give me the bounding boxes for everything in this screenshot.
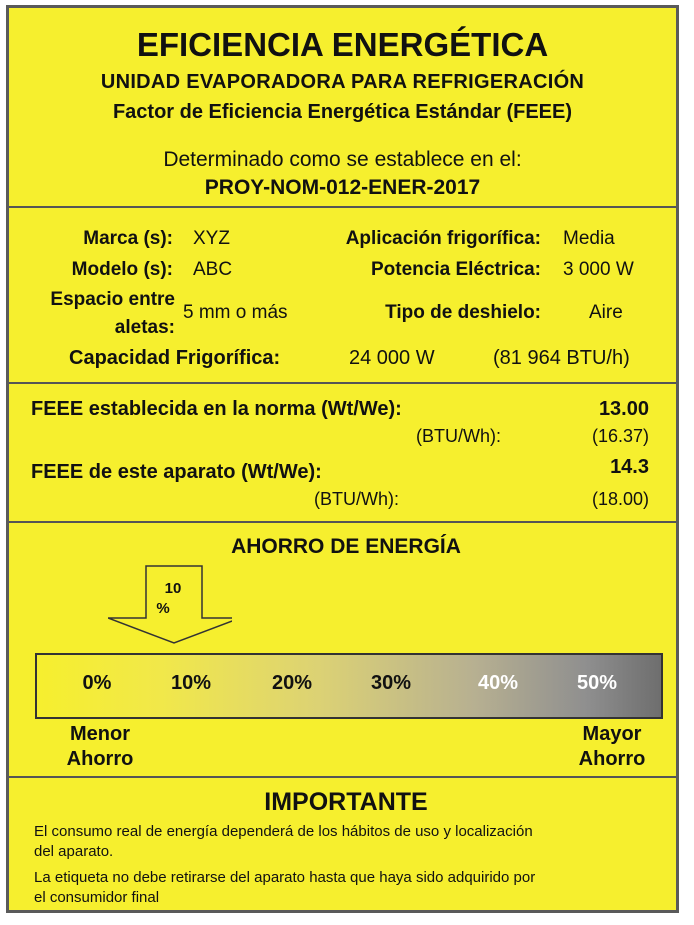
energy-label (6, 5, 679, 913)
divider (9, 206, 676, 208)
label-subtitle-feee: Factor de Eficiencia Energética Estándar (FEEE) (112, 101, 573, 123)
important-paragraph1-line2: del aparato. (34, 843, 114, 860)
scale-label-50: 50% (576, 672, 618, 694)
espacio-label-line2: aletas: (114, 317, 175, 338)
important-paragraph2-line2: el consumidor final (34, 889, 160, 906)
scale-label-40: 40% (477, 672, 519, 694)
max-label-line1: Mayor (582, 723, 642, 745)
savings-scale-bar (35, 653, 663, 719)
deshielo-value: Aire (589, 302, 623, 323)
max-label-line2: Ahorro (578, 748, 646, 770)
min-label-line2: Ahorro (66, 748, 134, 770)
potencia-value: 3 000 W (563, 259, 634, 280)
label-subtitle-unit: UNIDAD EVAPORADORA PARA REFRIGERACIÓN (100, 71, 585, 93)
deshielo-label: Tipo de deshielo: (385, 302, 541, 323)
aplicacion-label: Aplicación frigorífica: (345, 228, 541, 249)
modelo-value: ABC (193, 259, 233, 280)
modelo-label: Modelo (s): (71, 259, 173, 280)
savings-title: AHORRO DE ENERGÍA (231, 535, 461, 558)
feee-aparato-unit: (BTU/Wh): (314, 489, 399, 509)
feee-norma-btu: (16.37) (591, 426, 649, 446)
feee-aparato-value: 14.3 (610, 456, 649, 478)
capacidad-value: 24 000 W (349, 347, 435, 369)
divider (9, 521, 676, 523)
capacidad-btu: (81 964 BTU/h) (493, 347, 630, 369)
espacio-value: 5 mm o más (183, 302, 288, 323)
important-paragraph1-line1: El consumo real de energía dependerá de los hábitos de uso y localización (34, 823, 533, 840)
important-title: IMPORTANTE (264, 788, 428, 816)
arrow-unit: % (156, 600, 170, 617)
divider (9, 776, 676, 778)
feee-norma-value: 13.00 (598, 398, 649, 420)
capacidad-label: Capacidad Frigorífica: (69, 347, 281, 369)
potencia-label: Potencia Eléctrica: (370, 259, 541, 280)
arrow-value: 10 (164, 580, 182, 597)
espacio-label-line1: Espacio entre (50, 289, 175, 310)
norm-reference: PROY-NOM-012-ENER-2017 (204, 176, 481, 199)
scale-label-0: 0% (82, 672, 112, 694)
scale-label-30: 30% (370, 672, 412, 694)
scale-label-20: 20% (271, 672, 313, 694)
important-paragraph2-line1: La etiqueta no debe retirarse del aparato hasta que haya sido adquirido por (34, 869, 536, 886)
feee-norma-label: FEEE establecida en la norma (Wt/We): (31, 398, 402, 420)
feee-aparato-btu: (18.00) (591, 489, 649, 509)
scale-label-10: 10% (170, 672, 212, 694)
feee-norma-unit: (BTU/Wh): (416, 426, 501, 446)
aplicacion-value: Media (563, 228, 615, 249)
label-title: EFICIENCIA ENERGÉTICA (136, 26, 549, 63)
feee-aparato-label: FEEE de este aparato (Wt/We): (31, 461, 322, 483)
marca-label: Marca (s): (83, 228, 173, 249)
divider (9, 382, 676, 384)
min-label-line1: Menor (70, 723, 130, 745)
determined-text: Determinado como se establece en el: (163, 148, 522, 171)
marca-value: XYZ (193, 228, 230, 249)
